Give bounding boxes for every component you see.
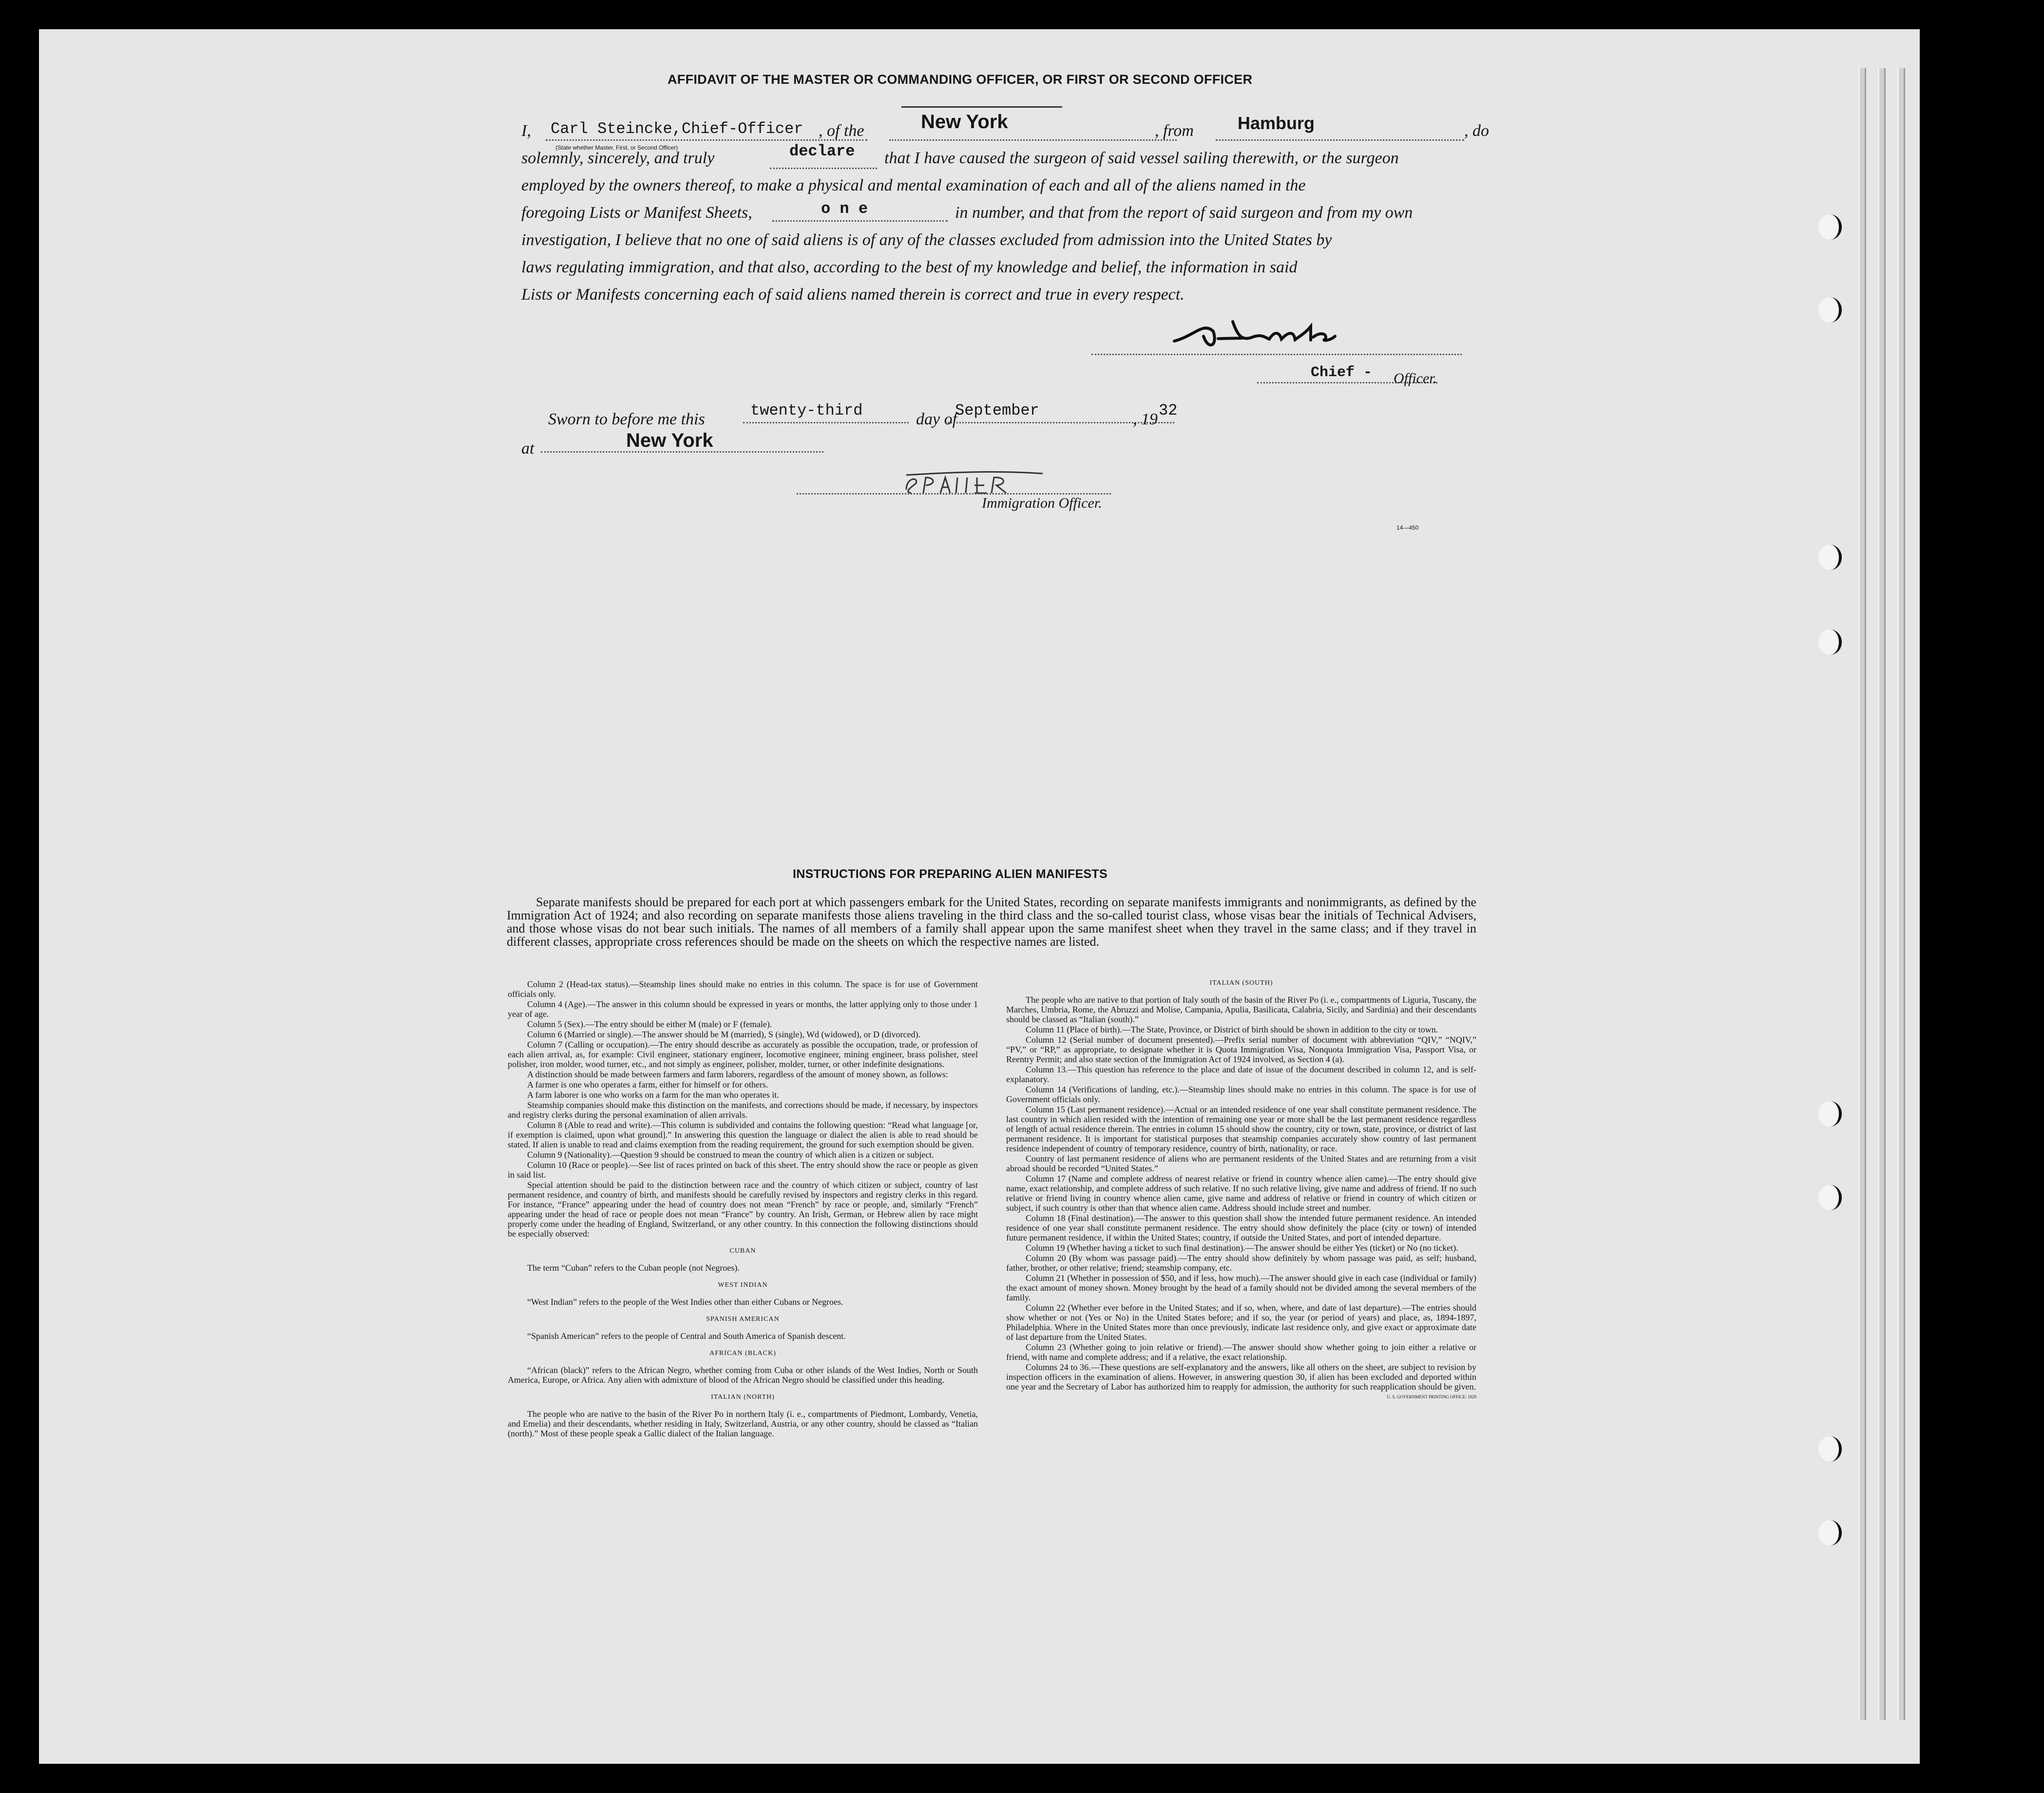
italian-north-definition: The people who are native to the basin of the River Po in northern Italy (i. e., compartments of Piedmont, Lombardy, Venetia, and Emelia) and their descendants, whether residing in Italy, Switzerland, Austria, or any other country, should be classed as “Italian (north).” Most of these people speak a Gallic dialect of the Italian language.: [508, 1409, 978, 1438]
col11-instruction: Column 11 (Place of birth).—The State, Province, or District of birth should be shown in addition to the city or town.: [1026, 1025, 1438, 1034]
farm-laborer-definition: A farm laborer is one who works on a farm for the man who operates it.: [527, 1090, 779, 1100]
heading-african: AFRICAN (BLACK): [709, 1350, 776, 1357]
solemnly-text: solemnly, sincerely, and truly: [521, 149, 715, 167]
sheets-count: o n e: [821, 200, 868, 218]
african-definition: “African (black)” refers to the African Negro, whether coming from Cuba or other islands of the West Indies, North or South America, Europe, or Africa. Any alien with admixture of blood of the African Negro should be classified under this heading.: [508, 1365, 978, 1385]
west-indian-definition: “West Indian” refers to the people of the West Indies other than either Cubans or Negroes.: [527, 1297, 843, 1307]
port-name: Hamburg: [1238, 113, 1315, 133]
col23-instruction: Column 23 (Whether going to join relative or friend).—The answer should show whether going to join either a relative or friend, with name and complete address; and if a relative, the exact relationship.: [1006, 1342, 1476, 1362]
steamship-distinction: Steamship companies should make this distinction on the manifests, and corrections should be made, if necessary, by inspectors and registry clerks during the personal examination of alien arrivals.: [508, 1100, 978, 1120]
sworn-day: twenty-third: [750, 401, 863, 420]
col9-instruction: Column 9 (Nationality).—Question 9 should be construed to mean the country of which alien is a citizen or subject.: [527, 1150, 934, 1160]
immigration-officer-line: [797, 493, 1111, 495]
cuban-definition: The term “Cuban” refers to the Cuban people (not Negroes).: [527, 1263, 740, 1273]
heading-spanish-american: SPANISH AMERICAN: [706, 1316, 780, 1323]
sworn-text: Sworn to before me this: [548, 410, 705, 428]
form-number: 14—450: [1396, 524, 1419, 531]
col15-instruction: Column 15 (Last permanent residence).—Actual or an intended residence of one year shall constitute permanent residence. The last country in which alien resided with the intention of remaining one year or more shall be the last permanent residence regardless of length of actual residence therein. The entries in column 15 should show the country, city or town, state, province, or district of last permanent residence. It is important for statistical purposes that steamship companies accurately show country of last permanent residence independent of country of temporary residence, country of birth, nationality, or race.: [1006, 1105, 1476, 1153]
sworn-month: September: [955, 401, 1039, 420]
col20-instruction: Column 20 (By whom was passage paid).—The entry should show definitely by whom passage was paid, as self; husband, father, brother, or other relative; friend; steamship company, etc.: [1006, 1253, 1476, 1273]
affidavit-line3: employed by the owners thereof, to make a physical and mental examination of each and all of the aliens named in the: [521, 176, 1306, 194]
page-edge: [1858, 68, 1866, 1720]
col10-instruction: Column 10 (Race or people).—See list of races printed on back of this sheet. The entry should show the race or people as given in said list.: [508, 1160, 978, 1180]
col6-instruction: Column 6 (Married or single).—The answer should be M (married), S (single), Wd (widowed), or D (divorced).: [527, 1030, 920, 1039]
manifest-page: [39, 29, 1920, 1764]
punch-hole-icon: [1818, 545, 1842, 570]
instructions-right-column: [1006, 978, 1476, 1402]
affidavit-line2: that I have caused the surgeon of said vessel sailing therewith, or the surgeon: [884, 149, 1399, 167]
affidavit-line4b: in number, and that from the report of said surgeon and from my own: [955, 204, 1413, 222]
declare-line: [770, 168, 877, 169]
race-attention: Special attention should be paid to the distinction between race and the country of which citizen or subject, country of last permanent residence, and country of birth, and manifests should be carefully revised by inspectors and registry clerks in this regard. For instance, “France” appearing under the head of country does not mean “French” by race or people, and, similarly “French” appearing under the head of race or people does not mean “France” by country. An Irish, German, or Hebrew alien by race might properly come under the heading of England, Switzerland, or any other country. In this connection the following distinctions should be especially observed:: [508, 1180, 978, 1239]
punch-hole-icon: [1818, 214, 1842, 240]
col13-instruction: Column 13.—This question has reference to the place and date of issue of the document described in column 12, and is self-explanatory.: [1006, 1065, 1476, 1084]
printer-imprint: U. S. GOVERNMENT PRINTING OFFICE: 1929: [1387, 1394, 1476, 1399]
punch-hole-icon: [1818, 629, 1842, 655]
year-prefix: , 19: [1133, 410, 1158, 428]
punch-hole-icon: [1818, 1436, 1842, 1462]
port-line: [1216, 139, 1464, 141]
officer-suffix: Officer.: [1394, 370, 1437, 386]
affidavit-line6: laws regulating immigration, and that also, according to the best of my knowledge and belief, the information in said: [521, 258, 1298, 276]
officer-title-typed: Chief -: [1311, 364, 1373, 381]
col7-instruction: Column 7 (Calling or occupation).—The entry should describe as accurately as possible the occupation, trade, or profession of each alien arrival, as, for example: Civil engineer, stationary engineer, locomotive engineer, mining engineer, brass polisher, steel polisher, iron molder, wood turner, etc., and not simply as engineer, polisher, molder, turner, or other indefinite designations.: [508, 1040, 978, 1069]
col19-instruction: Column 19 (Whether having a ticket to such final destination).—The answer should be either Yes (ticket) or No (no ticket).: [1026, 1243, 1458, 1253]
col4-instruction: Column 4 (Age).—The answer in this column should be expressed in years or months, the latter applying only to those under 1 year of age.: [508, 999, 978, 1019]
farmer-definition: A farmer is one who operates a farm, either for himself or for others.: [527, 1080, 768, 1089]
affidavit-i: I,: [521, 122, 531, 140]
punch-hole-icon: [1818, 1101, 1842, 1126]
day-of-label: day of: [916, 410, 957, 428]
col15-note: Country of last permanent residence of aliens who are permanent residents of the United States and are returning from a visit abroad should be recorded “United States.”: [1006, 1154, 1476, 1173]
immigration-officer-label: Immigration Officer.: [982, 495, 1102, 511]
declare-text: declare: [789, 142, 855, 160]
year-suffix: 32: [1159, 401, 1178, 420]
sheets-line: [772, 220, 948, 222]
col21-instruction: Column 21 (Whether in possession of $50, and if less, how much).—The answer should give in each case (individual or family) the exact amount of money shown. Money brought by the head of a family should not be divided among the several members of the family.: [1006, 1273, 1476, 1302]
col22-instruction: Column 22 (Whether ever before in the United States; and if so, when, where, and date of last departure).—The entries should show whether or not (Yes or No) in the United States before; and if so, the year (or period of years) and place, as, 1894-1897, Philadelphia. Where in the United States more than once previously, indicate last residence only, and give exact or approximate date of last departure from the United States.: [1006, 1303, 1476, 1342]
col24-36-instruction: Columns 24 to 36.—These questions are self-explanatory and the answers, like all others on the sheet, are subject to revision by inspection officers in the examination of aliens. However, in answering question 30, if alien has been excluded and deported within one year and the Secretary of Labor has authorized him to reapply for admission, the authority for such reapplication should be given.: [1006, 1362, 1476, 1392]
vessel-line: [889, 139, 1177, 141]
do-label: , do: [1464, 122, 1489, 140]
of-the-label: , of the: [819, 122, 864, 140]
affidavit-line5: investigation, I believe that no one of said aliens is of any of the classes excluded from admission into the United States by: [521, 231, 1332, 249]
col8-instruction: Column 8 (Able to read and write).—This column is subdivided and contains the following question: “Read what language [or, if exemption is claimed, upon what ground].” In answering this question the language or dialect the alien is able to read should be stated. If alien is unable to read and claims exemption from the reading requirement, the ground for such exemption should be given.: [508, 1120, 978, 1149]
affidavit-line7: Lists or Manifests concerning each of said aliens named therein is correct and true in every respect.: [521, 286, 1184, 304]
col14-instruction: Column 14 (Verifications of landing, etc.).—Steamship lines should make no entries in this column. The space is for use of Government officials only.: [1006, 1085, 1476, 1104]
heading-italian-north: ITALIAN (NORTH): [711, 1393, 775, 1401]
affidavit-line4a: foregoing Lists or Manifest Sheets,: [521, 204, 752, 222]
spanish-american-definition: “Spanish American” refers to the people of Central and South America of Spanish descent.: [527, 1331, 846, 1341]
instructions-title: INSTRUCTIONS FOR PREPARING ALIEN MANIFESTS: [793, 867, 1108, 881]
day-line: [743, 422, 909, 423]
heading-italian-south: ITALIAN (SOUTH): [1209, 979, 1273, 987]
punch-hole-icon: [1818, 1520, 1842, 1545]
punch-hole-icon: [1818, 297, 1842, 323]
at-label: at: [521, 439, 535, 458]
col12-instruction: Column 12 (Serial number of document presented).—Prefix serial number of document with abbreviation “QIV,” “NQIV,” “PV,” or “RP,” as appropriate, to designate whether it is Quota Immigration Visa, Nonquota Immigration Visa, Passport Visa, or Reentry Permit; and also state section of the Immigration Act of 1924 involved, as Section 4 (a).: [1006, 1035, 1476, 1064]
instructions-left-column: [508, 979, 978, 1439]
from-label: , from: [1155, 122, 1194, 140]
signature-line: [1091, 354, 1462, 355]
title-rule: [901, 106, 1062, 108]
page-edge: [1897, 68, 1905, 1720]
farmer-distinction: A distinction should be made between farmers and farm laborers, regardless of the amount of money shown, as follows:: [527, 1069, 948, 1079]
officer-signature: [1165, 307, 1369, 356]
col18-instruction: Column 18 (Final destination).—The answer to this question shall show the intended future permanent residence. An intended residence of one year shall constitute permanent residence. The entry should show definitely the place (city or town) of intended future permanent residence, if within the United States; country, if outside the United States, and port of intended departure.: [1006, 1213, 1476, 1242]
italian-south-definition: The people who are native to that portion of Italy south of the basin of the River Po (i. e., compartments of Liguria, Tuscany, the Marches, Umbria, Rome, the Abruzzi and Molise, Campania, Apulia, Basilicata, Calabria, Sicily, and Sardinia) and their descendants should be classed as “Italian (south).”: [1006, 995, 1476, 1024]
vessel-name: New York: [921, 111, 1008, 133]
place-line: [541, 451, 823, 453]
officer-name: Carl Steincke,Chief-Officer: [551, 120, 803, 138]
heading-west-indian: WEST INDIAN: [718, 1281, 768, 1289]
state-note: (State whether Master, First, or Second Officer): [555, 144, 678, 151]
affidavit-title: AFFIDAVIT OF THE MASTER OR COMMANDING OFFICER, OR FIRST OR SECOND OFFICER: [668, 72, 1253, 87]
instructions-intro: Separate manifests should be prepared for each port at which passengers embark for the United States, recording on separate manifests immigrants and nonimmigrants, as defined by the Immigration Act of 1924; and also recording on separate manifests those aliens traveling in the third class and the so-called tourist class, whose visas bear the initials of Technical Advisers, and those whose visas do not bear such initials. The names of all members of a family shall appear upon the same manifest sheet when they travel in the same class; and if they travel in different classes, appropriate cross references should be made on the sheets on which the respective names are listed.: [507, 895, 1476, 949]
sworn-place: New York: [626, 430, 713, 451]
col5-instruction: Column 5 (Sex).—The entry should be either M (male) or F (female).: [527, 1019, 772, 1029]
page-edge: [1878, 68, 1886, 1720]
col17-instruction: Column 17 (Name and complete address of nearest relative or friend in country whence alien came).—The entry should give name, exact relationship, and complete address of such relative. If no such relative living, give name and address of friend. If no such relative or friend living in country whence alien came, give name and address of relative or friend in country of which citizen or subject, if such country is other than that whence alien came. Address should include street and number.: [1006, 1174, 1476, 1213]
heading-cuban: CUBAN: [729, 1247, 756, 1255]
col2-instruction: Column 2 (Head-tax status).—Steamship lines should make no entries in this column. The space is for use of Government officials only.: [508, 979, 978, 999]
punch-hole-icon: [1818, 1185, 1842, 1210]
